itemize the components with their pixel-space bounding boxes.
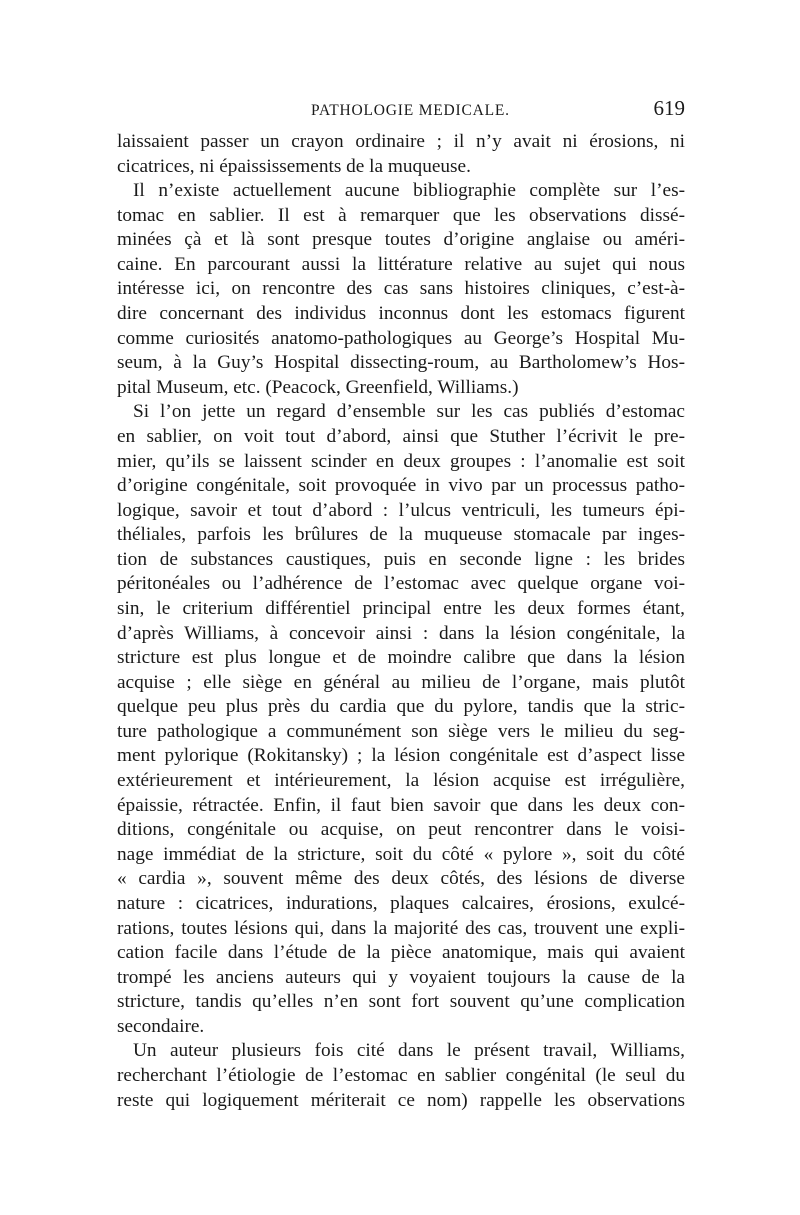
running-title: PATHOLOGIE MEDICALE. (311, 102, 510, 119)
text-line: secondaire. (117, 1015, 205, 1037)
text-line: pital Museum, etc. (Peacock, Greenfield, Williams.) (117, 376, 519, 398)
text-line: seum, à la Guy’s Hospital dissecting-roum, au Bartholomew’s Hos- (117, 352, 685, 374)
text-line: rations, toutes lésions qui, dans la majorité des cas, trouvent une expli- (117, 917, 685, 939)
text-line: minées çà et là sont presque toutes d’origine anglaise ou améri- (117, 229, 685, 251)
text-line: ditions, congénitale ou acquise, on peut rencontrer dans le voisi- (117, 819, 685, 841)
text-line: stricture, tandis qu’elles n’en sont fort souvent qu’une complication (117, 991, 685, 1013)
text-line: ment pylorique (Rokitansky) ; la lésion congénitale est d’aspect lisse (117, 745, 685, 767)
text-line: reste qui logiquement mériterait ce nom) rappelle les observations (117, 1089, 685, 1111)
text-line: caine. En parcourant aussi la littérature relative au sujet qui nous (117, 253, 685, 275)
text-line: mier, qu’ils se laissent scinder en deux groupes : l’anomalie est soit (117, 450, 685, 472)
text-line: intéresse ici, on rencontre des cas sans histoires cliniques, c’est-à- (117, 278, 685, 300)
text-line: tomac en sablier. Il est à remarquer que les observations dissé- (117, 204, 685, 226)
body-text (117, 130, 685, 1113)
text-line: ture pathologique a communément son siège vers le milieu du seg- (117, 720, 685, 742)
text-line: extérieurement et intérieurement, la lésion acquise est irrégulière, (117, 770, 685, 792)
text-line: péritonéales ou l’adhérence de l’estomac avec quelque organe voi- (117, 573, 685, 595)
text-line: d’origine congénitale, soit provoquée in vivo par un processus patho- (117, 475, 685, 497)
text-line: sin, le criterium différentiel principal entre les deux formes étant, (117, 597, 685, 619)
text-line: acquise ; elle siège en général au milieu de l’organe, mais plutôt (117, 671, 685, 693)
text-line: Un auteur plusieurs fois cité dans le présent travail, Williams, (133, 1040, 685, 1062)
text-line: recherchant l’étiologie de l’estomac en sablier congénital (le seul du (117, 1064, 685, 1086)
text-line: cation facile dans l’étude de la pièce anatomique, mais qui avaient (117, 942, 685, 964)
text-line: tion de substances caustiques, puis en seconde ligne : les brides (117, 548, 685, 570)
text-line: théliales, parfois les brûlures de la muqueuse stomacale par inges- (117, 524, 685, 546)
text-line: logique, savoir et tout d’abord : l’ulcus ventriculi, les tumeurs épi- (117, 499, 685, 521)
text-line: dire concernant des individus inconnus dont les estomacs figurent (117, 303, 685, 325)
text-line: d’après Williams, à concevoir ainsi : dans la lésion congénitale, la (117, 622, 685, 644)
running-head (117, 96, 687, 126)
text-line: trompé les anciens auteurs qui y voyaient toujours la cause de la (117, 966, 685, 988)
text-line: épaissie, rétractée. Enfin, il faut bien savoir que dans les deux con- (117, 794, 685, 816)
text-line: Il n’existe actuellement aucune bibliographie complète sur l’es- (133, 180, 685, 202)
text-line: comme curiosités anatomo-pathologiques au George’s Hospital Mu- (117, 327, 685, 349)
text-line: stricture est plus longue et de moindre calibre que dans la lésion (117, 647, 685, 669)
text-line: Si l’on jette un regard d’ensemble sur les cas publiés d’estomac (133, 401, 685, 423)
text-line: laissaient passer un crayon ordinaire ; il n’y avait ni érosions, ni (117, 131, 685, 152)
text-line: quelque peu plus près du cardia que du pylore, tandis que la stric- (117, 696, 685, 718)
text-line: en sablier, on voit tout d’abord, ainsi que Stuther l’écrivit le pre- (117, 425, 685, 447)
text-line: nature : cicatrices, indurations, plaques calcaires, érosions, exulcé- (117, 892, 685, 914)
text-line: nage immédiat de la stricture, soit du côté « pylore », soit du côté (117, 843, 685, 865)
text-line: cicatrices, ni épaississements de la muqueuse. (117, 155, 471, 177)
page-number: 619 (653, 96, 685, 120)
text-line: « cardia », souvent même des deux côtés, des lésions de diverse (117, 868, 685, 890)
